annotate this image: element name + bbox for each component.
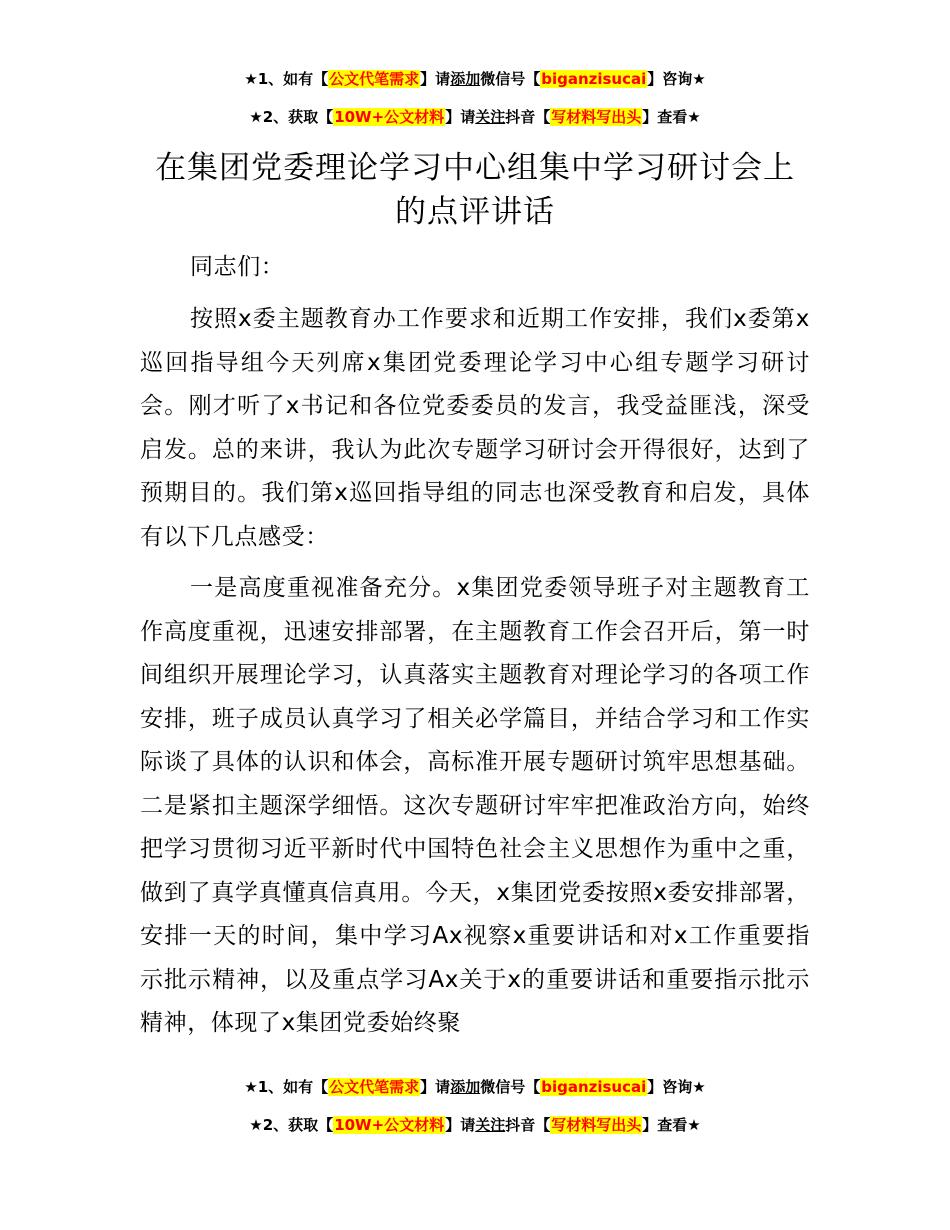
header-promo-line-1 bbox=[0, 68, 950, 90]
paragraph-text: 一是高度重视准备充分。x集团党委领导班子对主题教育工作高度重视，迅速安排部署，在主题教育工作会召开后，第一时间组织开展理论学习，认真落实主题教育对理论学习的各项工作安排，班子成员认真学习了相关必学篇目，并结合学习和工作实际谈了具体的认识和体会，高标准开展专题研讨筑牢思想基础。二是紧扣主题深学细悟。这次专题研讨牢牢把准政治方向，始终把学习贯彻习近平新时代中国特色社会主义思想作为重中之重，做到了真学真懂真信真用。今天，x集团党委按照x委安排部署，安排一天的时间，集中学习Ax视察x重要讲话和对x工作重要指示批示精神，以及重点学习Ax关于x的重要讲话和重要指示批示精神，体现了x集团党委始终聚 bbox=[140, 575, 810, 1036]
document-paragraph-2 bbox=[140, 567, 810, 1046]
promo-underlined-action: 关注 bbox=[475, 1116, 506, 1134]
promo-text: 】请 bbox=[420, 70, 451, 88]
promo-highlight-wechat-id: biganzisucai bbox=[541, 1078, 647, 1096]
promo-highlight-douyin-account: 写材料写出头 bbox=[551, 108, 642, 126]
promo-text: 】请 bbox=[445, 108, 476, 126]
promo-underlined-action: 关注 bbox=[475, 108, 506, 126]
header-promo-line-2 bbox=[0, 106, 950, 128]
promo-prefix: ★1、如有【 bbox=[244, 70, 329, 88]
paragraph-text: 按照x委主题教育办工作要求和近期工作安排，我们x委第x巡回指导组今天列席x集团党委理论学习中心组专题学习研讨会。刚才听了x书记和各位党委委员的发言，我受益匪浅，深受启发。总的来讲，我认为此次专题学习研讨会开得很好，达到了预期目的。我们第x巡回指导组的同志也深受教育和启发，具体有以下几点感受： bbox=[140, 306, 810, 550]
promo-prefix: ★1、如有【 bbox=[244, 1078, 329, 1096]
promo-highlight-materials: 10W+公文材料 bbox=[334, 108, 445, 126]
promo-underlined-action: 添加 bbox=[450, 1078, 481, 1096]
promo-suffix: 】查看★ bbox=[642, 108, 701, 126]
promo-text: 】请 bbox=[445, 1116, 476, 1134]
footer-promo-line-2 bbox=[0, 1114, 950, 1136]
document-title: 在集团党委理论学习中心组集中学习研讨会上的点评讲话 bbox=[155, 150, 795, 230]
footer-promo-line-1 bbox=[0, 1076, 950, 1098]
promo-text: 抖音【 bbox=[505, 108, 551, 126]
promo-highlight-wechat-id: biganzisucai bbox=[541, 70, 647, 88]
promo-suffix: 】查看★ bbox=[642, 1116, 701, 1134]
document-paragraph-1 bbox=[140, 298, 810, 559]
promo-underlined-action: 添加 bbox=[450, 70, 481, 88]
promo-text: 微信号【 bbox=[480, 1078, 541, 1096]
promo-highlight-materials: 10W+公文材料 bbox=[334, 1116, 445, 1134]
promo-text: 】请 bbox=[420, 1078, 451, 1096]
promo-highlight-service: 公文代笔需求 bbox=[329, 70, 420, 88]
promo-highlight-service: 公文代笔需求 bbox=[329, 1078, 420, 1096]
promo-highlight-douyin-account: 写材料写出头 bbox=[551, 1116, 642, 1134]
promo-text: 抖音【 bbox=[505, 1116, 551, 1134]
promo-suffix: 】咨询★ bbox=[647, 1078, 706, 1096]
document-greeting bbox=[140, 246, 810, 290]
promo-text: 微信号【 bbox=[480, 70, 541, 88]
promo-suffix: 】咨询★ bbox=[647, 70, 706, 88]
promo-prefix: ★2、获取【 bbox=[249, 108, 334, 126]
greeting-text: 同志们： bbox=[190, 254, 285, 280]
promo-prefix: ★2、获取【 bbox=[249, 1116, 334, 1134]
